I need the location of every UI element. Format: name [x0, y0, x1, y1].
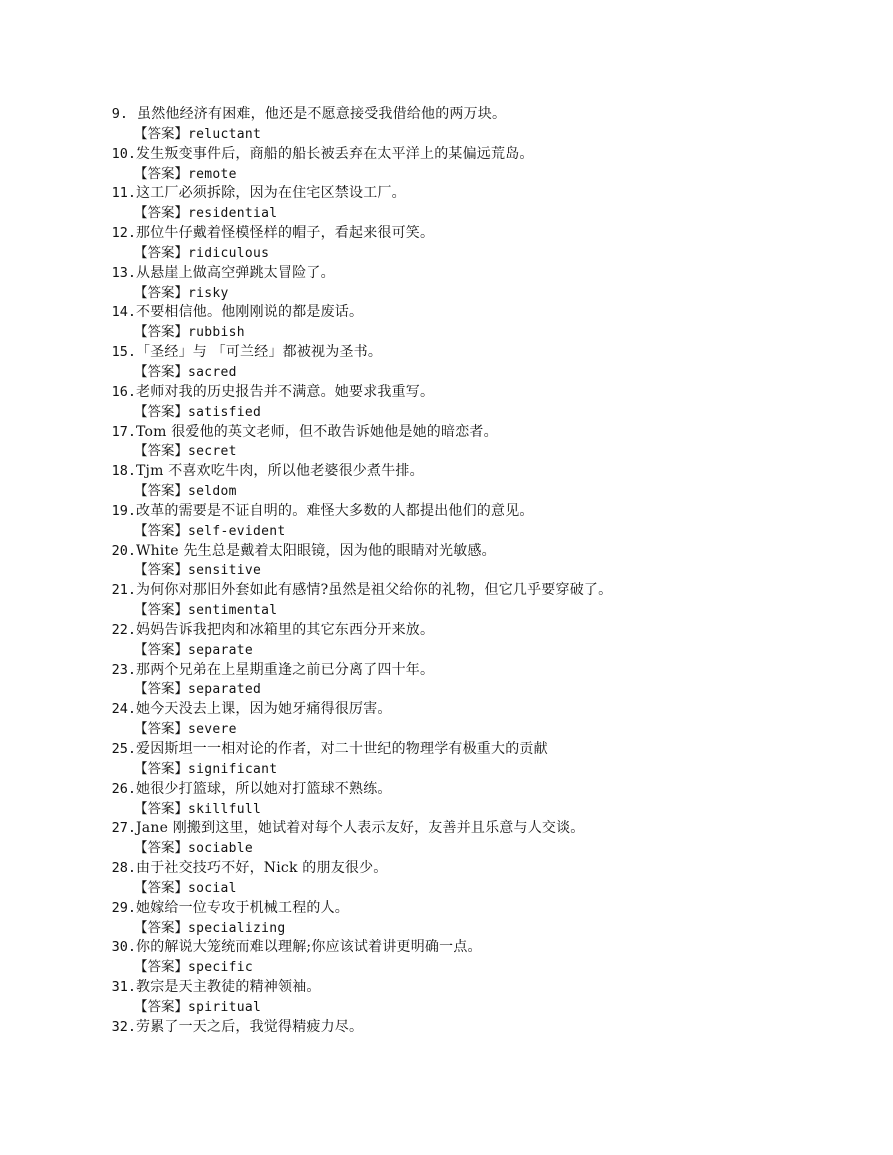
- question-line: [0, 343, 893, 363]
- answer-line: [0, 601, 893, 621]
- answer-tag: 【答案】: [134, 125, 188, 142]
- list-item: [0, 145, 893, 185]
- answer-text: residential: [188, 206, 278, 222]
- list-item: [0, 383, 893, 423]
- question-text: 发生叛变事件后，商船的船长被丢弃在太平洋上的某偏远荒岛。: [136, 145, 534, 162]
- answer-line: [0, 800, 893, 820]
- answer-text: skillfull: [188, 801, 262, 817]
- question-line: [0, 581, 893, 601]
- question-text: Jane 刚搬到这里，她试着对每个人表示友好，友善并且乐意与人交谈。: [136, 820, 585, 837]
- answer-line: [0, 958, 893, 978]
- question-number: 18.: [111, 463, 136, 480]
- list-item: [0, 740, 893, 780]
- answer-line: [0, 403, 893, 423]
- question-text: 劳累了一天之后，我觉得精疲力尽。: [136, 1018, 364, 1035]
- answer-tag: 【答案】: [134, 760, 188, 777]
- answer-tag: 【答案】: [134, 284, 188, 301]
- answer-line: [0, 482, 893, 502]
- answer-line: [0, 442, 893, 462]
- answer-line: [0, 641, 893, 661]
- list-item: [0, 462, 893, 502]
- answer-line: [0, 839, 893, 859]
- answer-tag: 【答案】: [134, 998, 188, 1015]
- answer-tag: 【答案】: [134, 681, 188, 698]
- list-item: [0, 859, 893, 899]
- question-text: 虽然他经济有困难，他还是不愿意接受我借给他的两万块。: [137, 106, 507, 122]
- answer-text: severe: [188, 722, 237, 738]
- question-line: [0, 780, 893, 800]
- question-number: 29.: [111, 899, 136, 916]
- list-item: [0, 343, 893, 383]
- answer-tag: 【答案】: [134, 363, 188, 380]
- answer-tag: 【答案】: [134, 483, 188, 500]
- question-text: 为何你对那旧外套如此有感情?虽然是祖父给你的礼物，但它几乎要穿破了。: [136, 582, 613, 599]
- answer-tag: 【答案】: [134, 602, 188, 619]
- list-item: [0, 502, 893, 542]
- question-number: 12.: [111, 225, 136, 242]
- question-number: 23.: [111, 661, 136, 678]
- question-text: 她今天没去上课，因为她牙痛得很厉害。: [136, 701, 392, 718]
- list-item: [0, 621, 893, 661]
- question-line: [0, 502, 893, 522]
- answer-tag: 【答案】: [134, 443, 188, 460]
- question-text: 她嫁给一位专攻于机械工程的人。: [136, 899, 349, 916]
- answer-line: [0, 165, 893, 185]
- question-text: 老师对我的历史报告并不满意。她要求我重写。: [136, 383, 435, 400]
- question-text: 这工厂必须拆除，因为在住宅区禁设工厂。: [136, 185, 406, 202]
- answer-tag: 【答案】: [134, 403, 188, 420]
- answer-line: [0, 323, 893, 343]
- question-number: 9.: [111, 106, 128, 122]
- list-item: [0, 264, 893, 304]
- answer-line: [0, 363, 893, 383]
- answer-tag: 【答案】: [134, 324, 188, 341]
- question-text: 爱因斯坦一一相对论的作者，对二十世纪的物理学有极重大的贡献: [136, 741, 548, 757]
- answer-text: reluctant: [188, 126, 262, 142]
- question-number: 22.: [111, 621, 136, 638]
- answer-line: [0, 919, 893, 939]
- question-line: [0, 1018, 893, 1038]
- list-item: [0, 1018, 893, 1038]
- question-number: 15.: [111, 344, 136, 361]
- question-number: 19.: [111, 502, 136, 519]
- answer-text: specializing: [188, 920, 286, 936]
- question-line: [0, 621, 893, 641]
- list-item: [0, 105, 893, 145]
- answer-line: [0, 879, 893, 899]
- answer-text: sensitive: [188, 563, 262, 579]
- question-number: 17.: [111, 423, 136, 440]
- question-number: 16.: [111, 383, 136, 400]
- question-text: Tjm 不喜欢吃牛肉，所以他老婆很少煮牛排。: [136, 463, 424, 480]
- list-item: [0, 700, 893, 740]
- question-text: 她很少打篮球，所以她对打篮球不熟练。: [136, 780, 392, 797]
- question-text: 由于社交技巧不好，Nick 的朋友很少。: [136, 860, 388, 877]
- answer-line: [0, 720, 893, 740]
- answer-tag: 【答案】: [134, 205, 188, 222]
- answer-line: [0, 522, 893, 542]
- question-line: [0, 740, 893, 760]
- list-item: [0, 661, 893, 701]
- question-text: 妈妈告诉我把肉和冰箱里的其它东西分开来放。: [136, 621, 435, 638]
- answer-text: seldom: [188, 484, 237, 500]
- list-item: [0, 780, 893, 820]
- answer-tag: 【答案】: [134, 244, 188, 261]
- question-line: [0, 978, 893, 998]
- question-text: 改革的需要是不证自明的。难怪大多数的人都提出他们的意见。: [136, 502, 534, 519]
- answer-text: ridiculous: [188, 245, 270, 261]
- answer-text: self-evident: [188, 523, 286, 539]
- list-item: [0, 542, 893, 582]
- answer-text: rubbish: [188, 325, 245, 341]
- answer-text: remote: [188, 166, 237, 182]
- answer-text: sentimental: [188, 603, 278, 619]
- list-item: [0, 819, 893, 859]
- answer-text: separate: [188, 642, 254, 658]
- list-item: [0, 581, 893, 621]
- question-number: 32.: [111, 1018, 136, 1035]
- answer-line: [0, 561, 893, 581]
- question-line: [0, 303, 893, 323]
- list-item: [0, 303, 893, 343]
- answer-tag: 【答案】: [134, 641, 188, 658]
- question-line: [0, 423, 893, 443]
- question-line: [0, 542, 893, 562]
- question-number: 25.: [111, 741, 136, 757]
- answer-text: spiritual: [188, 999, 262, 1015]
- question-text: 教宗是天主教徒的精神领袖。: [136, 979, 321, 996]
- question-line: [0, 383, 893, 403]
- question-number: 20.: [111, 542, 136, 559]
- question-number: 28.: [111, 860, 136, 877]
- answer-line: [0, 244, 893, 264]
- question-line: [0, 859, 893, 879]
- question-text: White 先生总是戴着太阳眼镜，因为他的眼睛对光敏感。: [136, 542, 496, 559]
- list-item: [0, 224, 893, 264]
- answer-text: sacred: [188, 364, 237, 380]
- answer-tag: 【答案】: [134, 522, 188, 539]
- list-item: [0, 184, 893, 224]
- question-text: 那位牛仔戴着怪模怪样的帽子，看起来很可笑。: [136, 225, 435, 242]
- question-line: [0, 462, 893, 482]
- answer-text: sociable: [188, 841, 254, 857]
- list-item: [0, 899, 893, 939]
- question-number: 14.: [111, 304, 136, 321]
- question-text: 你的解说大笼统而难以理解;你应该试着讲更明确一点。: [136, 939, 482, 956]
- question-number: 24.: [111, 701, 136, 718]
- list-item: [0, 423, 893, 463]
- list-item: [0, 938, 893, 978]
- exercise-list: [0, 105, 893, 1038]
- answer-tag: 【答案】: [134, 879, 188, 896]
- answer-text: specific: [188, 960, 254, 976]
- answer-line: [0, 284, 893, 304]
- answer-line: [0, 680, 893, 700]
- question-line: [0, 700, 893, 720]
- answer-line: [0, 998, 893, 1018]
- answer-text: risky: [188, 285, 229, 301]
- answer-tag: 【答案】: [134, 800, 188, 817]
- question-text: Tom 很爱他的英文老师，但不敢告诉她他是她的暗恋者。: [136, 423, 498, 440]
- question-number: 30.: [111, 939, 136, 956]
- question-text: 不要相信他。他刚刚说的都是废话。: [136, 304, 364, 321]
- answer-tag: 【答案】: [134, 165, 188, 182]
- list-item: [0, 978, 893, 1018]
- question-number: 10.: [111, 145, 136, 162]
- question-number: 27.: [111, 820, 136, 837]
- question-line: [0, 899, 893, 919]
- question-line: [0, 224, 893, 244]
- answer-text: separated: [188, 682, 262, 698]
- answer-tag: 【答案】: [134, 959, 188, 976]
- question-line: [0, 819, 893, 839]
- question-number: 31.: [111, 979, 136, 996]
- answer-text: significant: [188, 761, 278, 777]
- question-line: [0, 938, 893, 958]
- question-line: [0, 184, 893, 204]
- answer-text: social: [188, 880, 237, 896]
- question-number: 13.: [111, 264, 136, 281]
- question-text: 从悬崖上做高空弹跳太冒险了。: [136, 264, 335, 281]
- answer-text: satisfied: [188, 404, 262, 420]
- question-number: 26.: [111, 780, 136, 797]
- answer-line: [0, 204, 893, 224]
- answer-tag: 【答案】: [134, 721, 188, 738]
- question-text: 「圣经」与 「可兰经」都被视为圣书。: [136, 344, 383, 361]
- answer-tag: 【答案】: [134, 840, 188, 857]
- question-number: 21.: [111, 582, 136, 599]
- answer-tag: 【答案】: [134, 562, 188, 579]
- answer-tag: 【答案】: [134, 919, 188, 936]
- question-line: [0, 105, 893, 125]
- question-line: [0, 145, 893, 165]
- question-line: [0, 661, 893, 681]
- answer-line: [0, 125, 893, 145]
- answer-text: secret: [188, 444, 237, 460]
- question-number: 11.: [111, 185, 136, 202]
- answer-line: [0, 760, 893, 780]
- question-line: [0, 264, 893, 284]
- question-text: 那两个兄弟在上星期重逢之前已分离了四十年。: [136, 661, 435, 678]
